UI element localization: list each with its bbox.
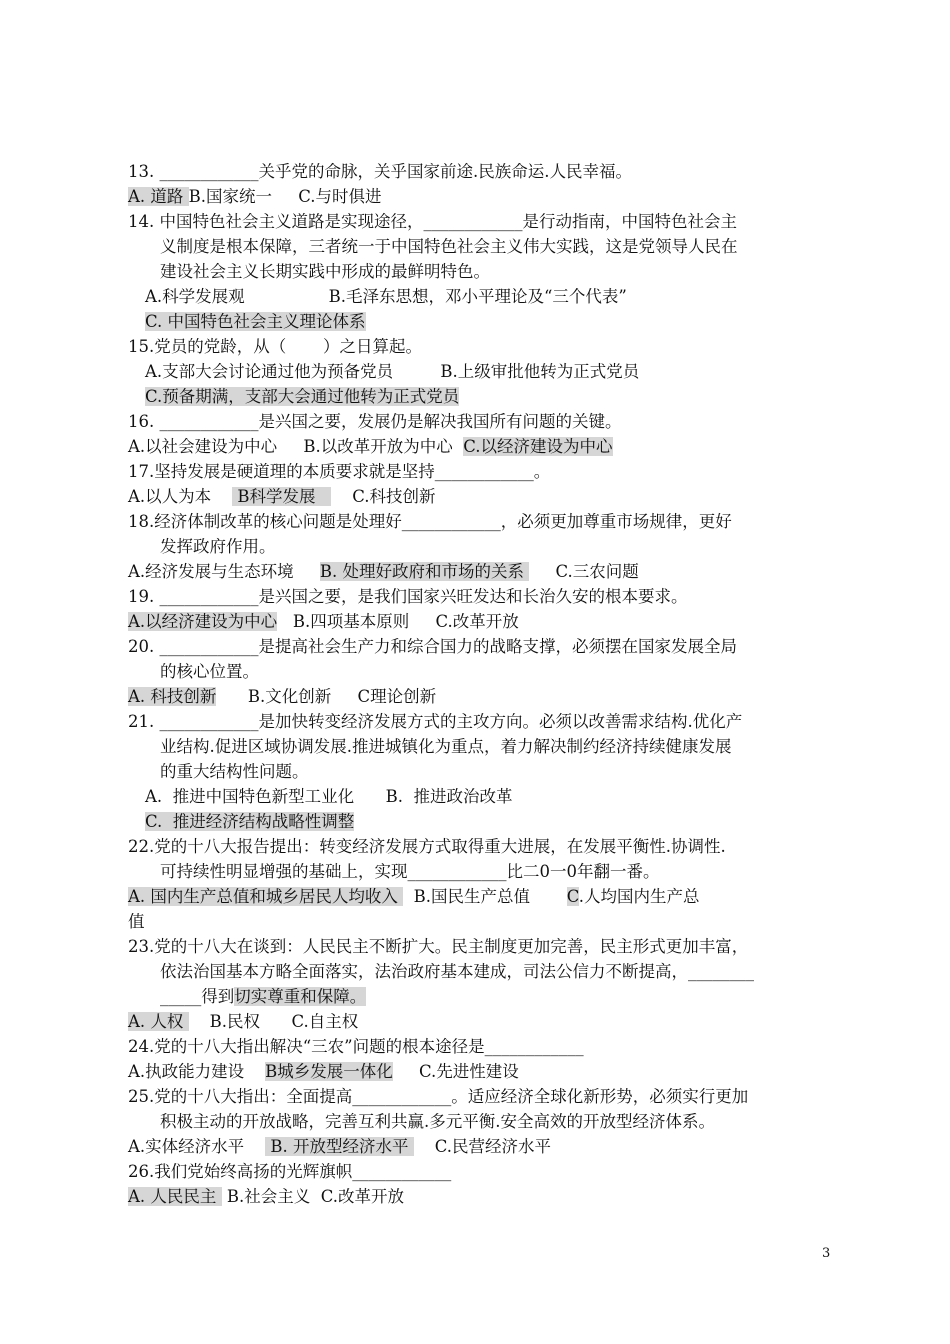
answer-highlight: A. 道路 <box>128 187 189 206</box>
question-14-answer <box>145 310 366 334</box>
highlight: 切实尊重和保障。 <box>234 987 367 1006</box>
answer-highlight: A. 人民民主 <box>128 1187 222 1206</box>
answer-highlight: B. 开放型经济水平 <box>265 1137 414 1156</box>
answer-highlight: C. 推进经济结构战略性调整 <box>145 812 355 831</box>
answer-highlight: A. 国内生产总值和城乡居民人均收入 <box>128 887 404 906</box>
question-25-stem-cont: 积极主动的开放战略，完善互利共赢.多元平衡.安全高效的开放型经济体系。 <box>160 1112 715 1131</box>
answer-highlight: B科学发展 <box>232 487 332 506</box>
question-15-options: A.支部大会讨论通过他为预备党员 B.上级审批他转为正式党员 <box>145 362 640 381</box>
option-c-marker: C <box>566 887 579 906</box>
question-25-options: A.实体经济水平 B. 开放型经济水平 C.民营经济水平 <box>128 1137 552 1156</box>
answer-highlight: A. 科技创新 <box>128 687 217 706</box>
question-23-stem-cont: _____得到切实尊重和保障。 <box>160 987 367 1006</box>
question-26-options: A. 人民民主 B.社会主义 C.改革开放 <box>128 1187 405 1206</box>
question-14-stem-cont: 建设社会主义长期实践中形成的最鲜明特色。 <box>160 262 490 281</box>
question-17-stem: 17.坚持发展是硬道理的本质要求就是坚持____________。 <box>128 462 551 481</box>
question-21-stem: 21. ____________是加快转变经济发展方式的主攻方向。必须以改善需求结构.优化产 <box>128 712 743 731</box>
question-19-stem: 19. ____________是兴国之要，是我们国家兴旺发达和长治久安的根本要求。 <box>128 587 688 606</box>
question-16-options: A.以社会建设为中心 B.以改革开放为中心 C.以经济建设为中心 <box>128 437 613 456</box>
answer-highlight: B. 处理好政府和市场的关系 <box>319 562 530 581</box>
question-14-stem: 14. 中国特色社会主义道路是实现途径，____________是行动指南，中国特色社会主 <box>128 212 737 231</box>
question-21-answer <box>145 810 354 834</box>
question-23-options: A. 人权 B.民权 C.自主权 <box>128 1012 359 1031</box>
answer-highlight: B城乡发展一体化 <box>265 1062 393 1081</box>
question-25-stem: 25.党的十八大指出：全面提高____________。适应经济全球化新形势，必须实行更加 <box>128 1087 749 1106</box>
question-22-stem: 22.党的十八大报告提出：转变经济发展方式取得重大进展，在发展平衡性.协调性. <box>128 837 726 856</box>
question-14-options: A.科学发展观 B.毛泽东思想，邓小平理论及“三个代表” <box>145 287 627 306</box>
question-20-stem-cont: 的核心位置。 <box>160 662 259 681</box>
question-21-stem-cont: 业结构.促进区域协调发展.推进城镇化为重点，着力解决制约经济持续健康发展 <box>160 737 732 756</box>
question-23-stem: 23.党的十八大在谈到：人民民主不断扩大。民主制度更加完善，民主形式更加丰富， <box>128 937 749 956</box>
question-22-stem-cont: 可持续性明显增强的基础上，实现____________比二0一0年翻一番。 <box>160 862 660 881</box>
question-21-stem-cont: 的重大结构性问题。 <box>160 762 309 781</box>
answer-highlight: A.以经济建设为中心 <box>128 612 278 631</box>
question-19-options: A.以经济建设为中心 B.四项基本原则 C.改革开放 <box>128 612 519 631</box>
question-26-stem: 26.我们党始终高扬的光辉旗帜____________ <box>128 1162 452 1181</box>
answer-highlight: C. 中国特色社会主义理论体系 <box>145 312 366 331</box>
question-15-stem: 15.党员的党龄，从（ ）之日算起。 <box>128 337 422 356</box>
question-21-options: A. 推进中国特色新型工业化 B. 推进政治改革 <box>145 787 513 806</box>
page-number: 3 <box>822 1246 831 1261</box>
question-18-stem-cont: 发挥政府作用。 <box>160 537 276 556</box>
question-20-stem: 20. ____________是提高社会生产力和综合国力的战略支撑，必须摆在国家发展全局 <box>128 637 737 656</box>
answer-highlight: C.以经济建设为中心 <box>463 437 613 456</box>
question-17-options: A.以人为本 B科学发展 C.科技创新 <box>128 487 436 506</box>
question-13-options: A. 道路 B.国家统一 C.与时俱进 <box>128 187 382 206</box>
question-14-stem-cont: 义制度是根本保障，三者统一于中国特色社会主义伟大实践，这是党领导人民在 <box>160 237 738 256</box>
question-13-stem: 13. ____________关乎党的命脉，关乎国家前途.民族命运.人民幸福。 <box>128 162 632 181</box>
question-18-options: A.经济发展与生态环境 B. 处理好政府和市场的关系 C.三农问题 <box>128 562 639 581</box>
answer-highlight: C.预备期满，支部大会通过他转为正式党员 <box>145 387 460 406</box>
answer-highlight: A. 人权 <box>128 1012 189 1031</box>
question-22-options-cont: 值 <box>128 912 145 931</box>
question-15-answer <box>145 385 459 409</box>
question-18-stem: 18.经济体制改革的核心问题是处理好____________，必须更加尊重市场规律，更好 <box>128 512 732 531</box>
question-24-stem: 24.党的十八大指出解决“三农”问题的根本途径是____________ <box>128 1037 584 1056</box>
question-23-stem-cont: 依法治国基本方略全面落实，法治政府基本建成，司法公信力不断提高，________ <box>160 962 754 981</box>
question-24-options: A.执政能力建设 B城乡发展一体化 C.先进性建设 <box>128 1062 519 1081</box>
question-22-options: A. 国内生产总值和城乡居民人均收入 B.国民生产总值 C.人均国内生产总 <box>128 887 700 906</box>
question-20-options: A. 科技创新 B.文化创新 C理论创新 <box>128 687 437 706</box>
question-16-stem: 16. ____________是兴国之要，发展仍是解决我国所有问题的关键。 <box>128 412 622 431</box>
